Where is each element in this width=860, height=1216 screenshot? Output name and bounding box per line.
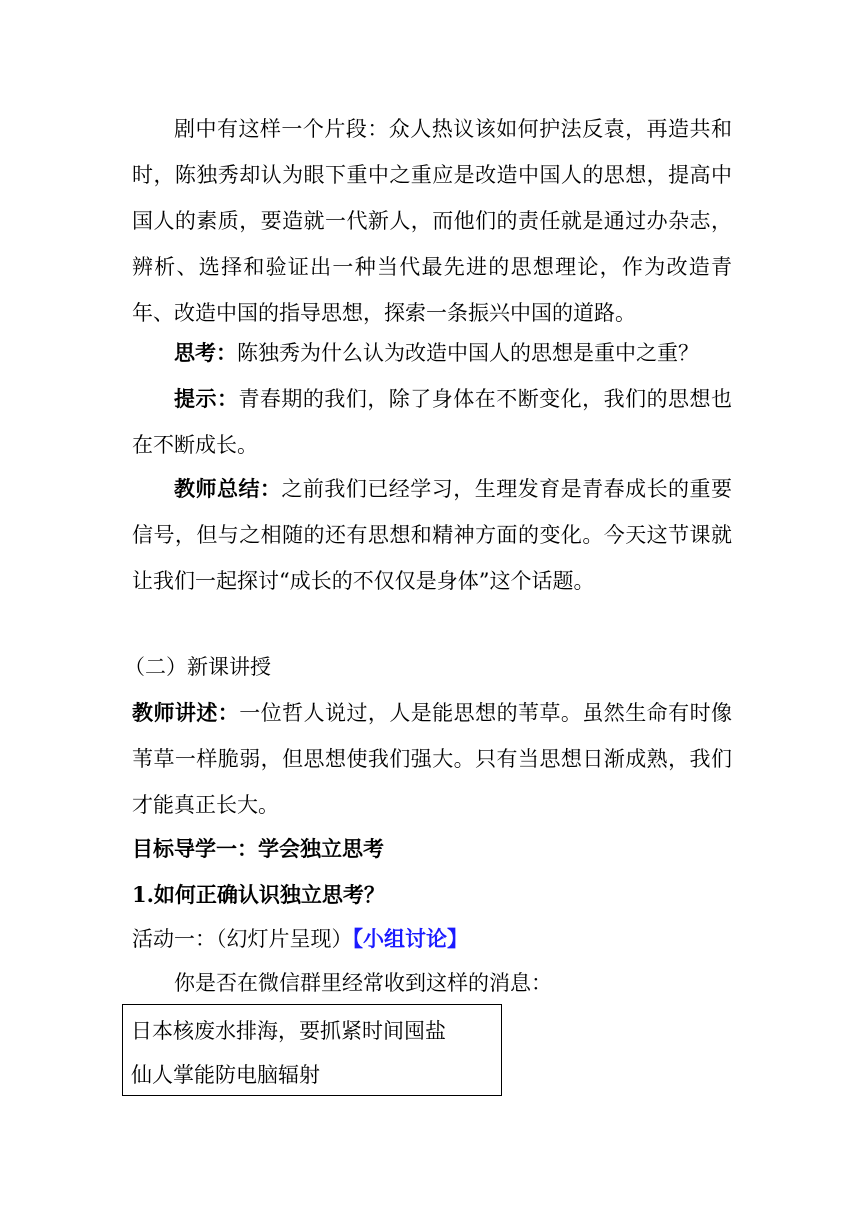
message-intro: 你是否在微信群里经常收到这样的消息：: [174, 971, 552, 995]
think-label: 思考：: [174, 340, 237, 365]
question-heading: 1.如何正确认识独立思考？: [132, 882, 385, 907]
activity-prefix: 活动一：（幻灯片呈现）: [132, 927, 353, 951]
message-item: 仙人掌能防电脑辐射: [131, 1063, 320, 1087]
think-question: [132, 330, 732, 376]
goal-heading: 目标导学一：学会独立思考: [132, 836, 384, 861]
summary-text: 之前我们已经学习，生理发育是青春成长的重要信号，但与之相随的还有思想和精神方面的变化。今天这节课就让我们一起探讨“成长的不仅仅是身体”这个话题。: [132, 477, 733, 593]
lecture-label: 教师讲述：: [132, 700, 240, 725]
message-item: 日本核废水排海，要抓紧时间囤盐: [131, 1019, 446, 1043]
section-heading: （二）新课讲授: [124, 655, 271, 679]
group-discussion-tag: 【小组讨论】: [352, 926, 468, 951]
hint-text: 青春期的我们，除了身体在不断变化，我们的思想也在不断成长。: [132, 387, 733, 457]
activity-line: [132, 916, 732, 962]
think-text: 陈独秀为什么认为改造中国人的思想是重中之重？: [237, 341, 699, 365]
intro-paragraph: 剧中有这样一个片段：众人热议该如何护法反袁，再造共和时，陈独秀却认为眼下重中之重应是改造中国人的思想，提高中国人的素质，要造就一代新人，而他们的责任就是通过办杂志，辨析、选择和验证出一种当代最先进的思想理论，作为改造青年、改造中国的指导思想，探索一条振兴中国的道路。: [132, 117, 732, 325]
message-box: [122, 1004, 502, 1096]
hint-paragraph: [132, 376, 732, 468]
hint-label: 提示：: [174, 386, 239, 411]
teacher-summary: [132, 466, 732, 604]
lecture-text: 一位哲人说过，人是能思想的苇草。虽然生命有时像苇草一样脆弱，但思想使我们强大。只有当思想日渐成熟，我们才能真正长大。: [132, 701, 733, 817]
summary-label: 教师总结：: [174, 476, 282, 501]
teacher-lecture: [132, 690, 732, 828]
